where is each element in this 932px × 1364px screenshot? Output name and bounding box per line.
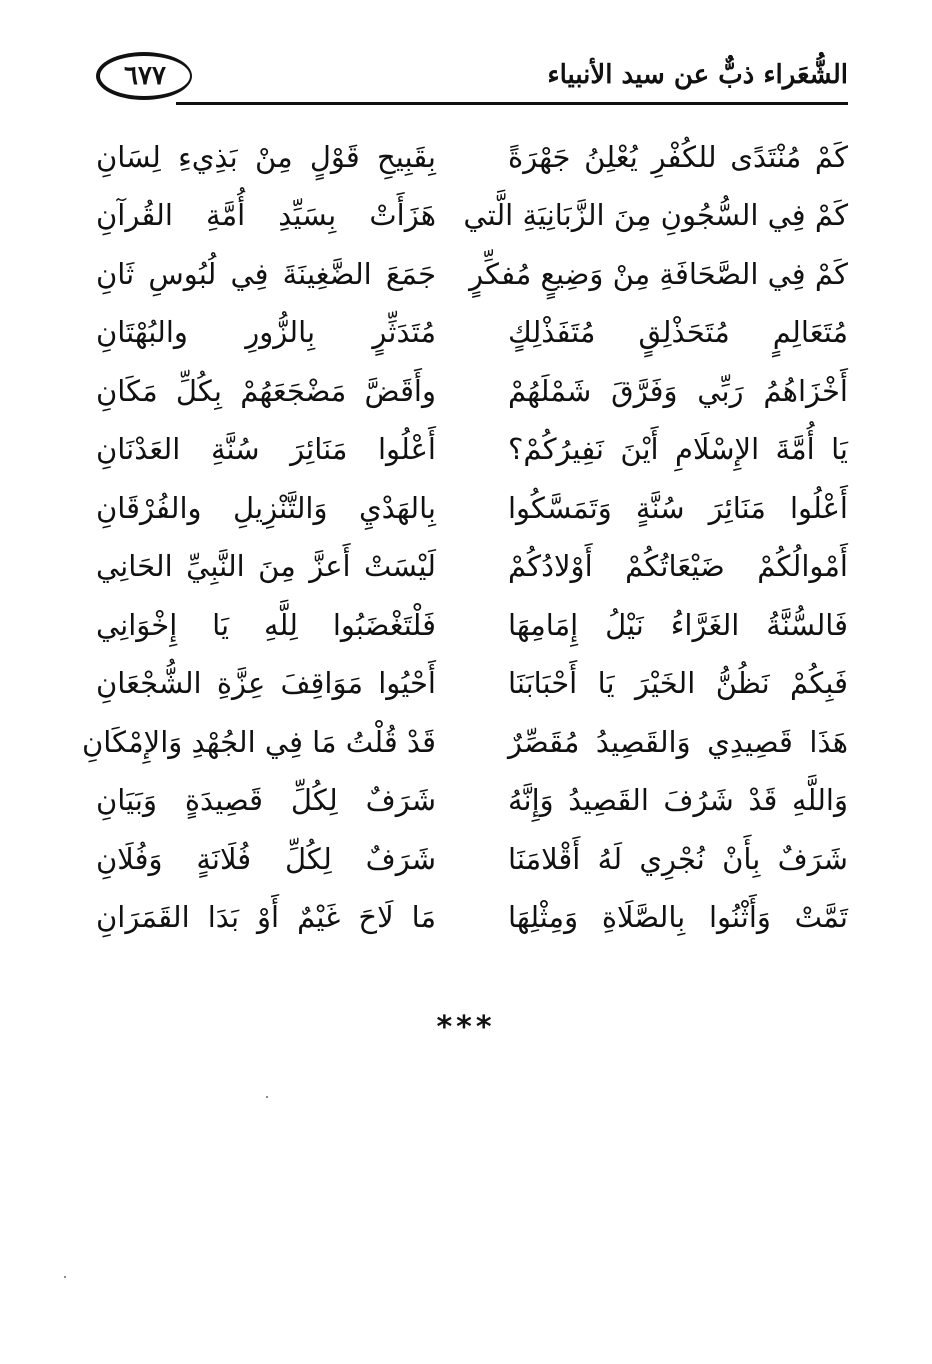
- page-number: ٦٧٧: [124, 61, 166, 91]
- running-title: الشُّعَراء ذبٌّ عن سيد الأنبياء: [547, 60, 848, 90]
- verse-first-hemistich: فَبِكُمْ نَظُنُّ الخَيْرَ يَا أَحْبَابَنَا: [508, 666, 848, 701]
- verse: [96, 304, 848, 363]
- verse-first-hemistich: أَخْزَاهُمُ رَبِّي وَفَرَّقَ شَمْلَهُمْ: [508, 373, 848, 408]
- verse-first-hemistich: تَمَّتْ وَأَثْنُوا بِالصَّلَاةِ وَمِثْلِهَا: [508, 900, 848, 935]
- verse: [96, 655, 848, 714]
- poem-body: [81, 128, 848, 958]
- verse-second-hemistich: أَعْلُوا مَنَائِرَ سُنَّةِ العَدْنَانِ: [96, 432, 436, 467]
- verse-second-hemistich: بِالهَدْيِ وَالتَّنْزِيلِ والفُرْقَانِ: [96, 490, 436, 525]
- verse: [96, 128, 848, 187]
- verse-second-hemistich: شَرَفٌ لِكُلِّ قَصِيدَةٍ وَبَيَانِ: [96, 783, 436, 818]
- verse-first-hemistich: شَرَفٌ بِأَنْ نُجْرِي لَهُ أَقْلامَنَا: [508, 841, 848, 876]
- verse-second-hemistich: شَرَفٌ لِكُلِّ فُلَانَةٍ وَفُلَانِ: [96, 841, 436, 876]
- verse: [81, 713, 848, 772]
- page-number-badge: [96, 52, 192, 100]
- verse: [96, 889, 848, 948]
- scan-speck: [266, 1096, 268, 1098]
- verse: [96, 245, 848, 304]
- verse-second-hemistich: أَحْيُوا مَوَاقِفَ عِزَّةِ الشُّجْعَانِ: [96, 666, 436, 701]
- section-separator: ***: [436, 1010, 496, 1045]
- verse-first-hemistich: فَالسُّنَّةُ الغَرَّاءُ نَيْلُ إِمَامِهَا: [508, 607, 848, 642]
- verse-first-hemistich: وَاللَّهِ قَدْ شَرُفَ القَصِيدُ وَإِنَّهُ: [508, 783, 848, 818]
- verse-second-hemistich: مَا لَاحَ غَيْمٌ أَوْ بَدَا القَمَرَانِ: [96, 900, 436, 935]
- page-header: [96, 52, 848, 110]
- verse-second-hemistich: بِقَبِيحِ قَوْلٍ مِنْ بَذِيءِ لِسَانِ: [96, 139, 436, 174]
- verse-first-hemistich: كَمْ فِي السُّجُونِ مِنَ الزَّبَانِيَةِ الَّتي: [463, 198, 848, 233]
- verse-first-hemistich: هَذَا قَصِيدِي وَالقَصِيدُ مُقَصِّرٌ: [508, 724, 848, 759]
- verse-first-hemistich: أَمْوالُكُمْ ضَيْعَاتُكُمْ أَوْلادُكُمْ: [508, 549, 848, 584]
- header-rule: [176, 102, 848, 105]
- verse: [96, 421, 848, 480]
- verse-first-hemistich: يَا أُمَّةَ الإِسْلَامِ أَيْنَ نَفِيرُكُمْ؟: [508, 432, 848, 467]
- verse-first-hemistich: كَمْ مُنْتَدًى للكُفْرِ يُعْلِنُ جَهْرَةً: [508, 139, 848, 174]
- verse-second-hemistich: وأَقَضَّ مَضْجَعَهُمْ بِكُلِّ مَكَانِ: [96, 373, 436, 408]
- verse: [96, 187, 848, 246]
- verse: [96, 772, 848, 831]
- verse: [96, 362, 848, 421]
- verse-first-hemistich: كَمْ فِي الصَّحَافَةِ مِنْ وَضِيعٍ مُفكِّرٍ: [469, 256, 848, 291]
- verse-first-hemistich: مُتَعَالِمٍ مُتَحَذْلِقٍ مُتَفَذْلِكٍ: [508, 315, 848, 350]
- verse-second-hemistich: هَزَأَتْ بِسَيِّدِ أُمَّةِ القُرآنِ: [96, 198, 436, 233]
- verse-first-hemistich: أَعْلُوا مَنَائِرَ سُنَّةٍ وَتَمَسَّكُوا: [508, 490, 848, 525]
- verse-second-hemistich: قَدْ قُلْتُ مَا فِي الجُهْدِ وَالإِمْكَانِ: [81, 724, 436, 759]
- verse-second-hemistich: مُتَدَثِّرٍ بِالزُّورِ والبُهْتَانِ: [96, 315, 436, 350]
- scan-speck: [64, 1276, 66, 1278]
- verse-second-hemistich: فَلْتَغْضَبُوا لِلَّهِ يَا إِخْوَانِي: [96, 607, 436, 642]
- verse-second-hemistich: جَمَعَ الضَّغِينَةَ فِي لُبُوسِ ثَانِ: [96, 256, 436, 291]
- verse: [96, 830, 848, 889]
- verse: [96, 538, 848, 597]
- verse: [96, 596, 848, 655]
- verse: [96, 479, 848, 538]
- verse-second-hemistich: لَيْسَتْ أَعزَّ مِنَ النَّبِيِّ الحَانِي: [96, 549, 436, 584]
